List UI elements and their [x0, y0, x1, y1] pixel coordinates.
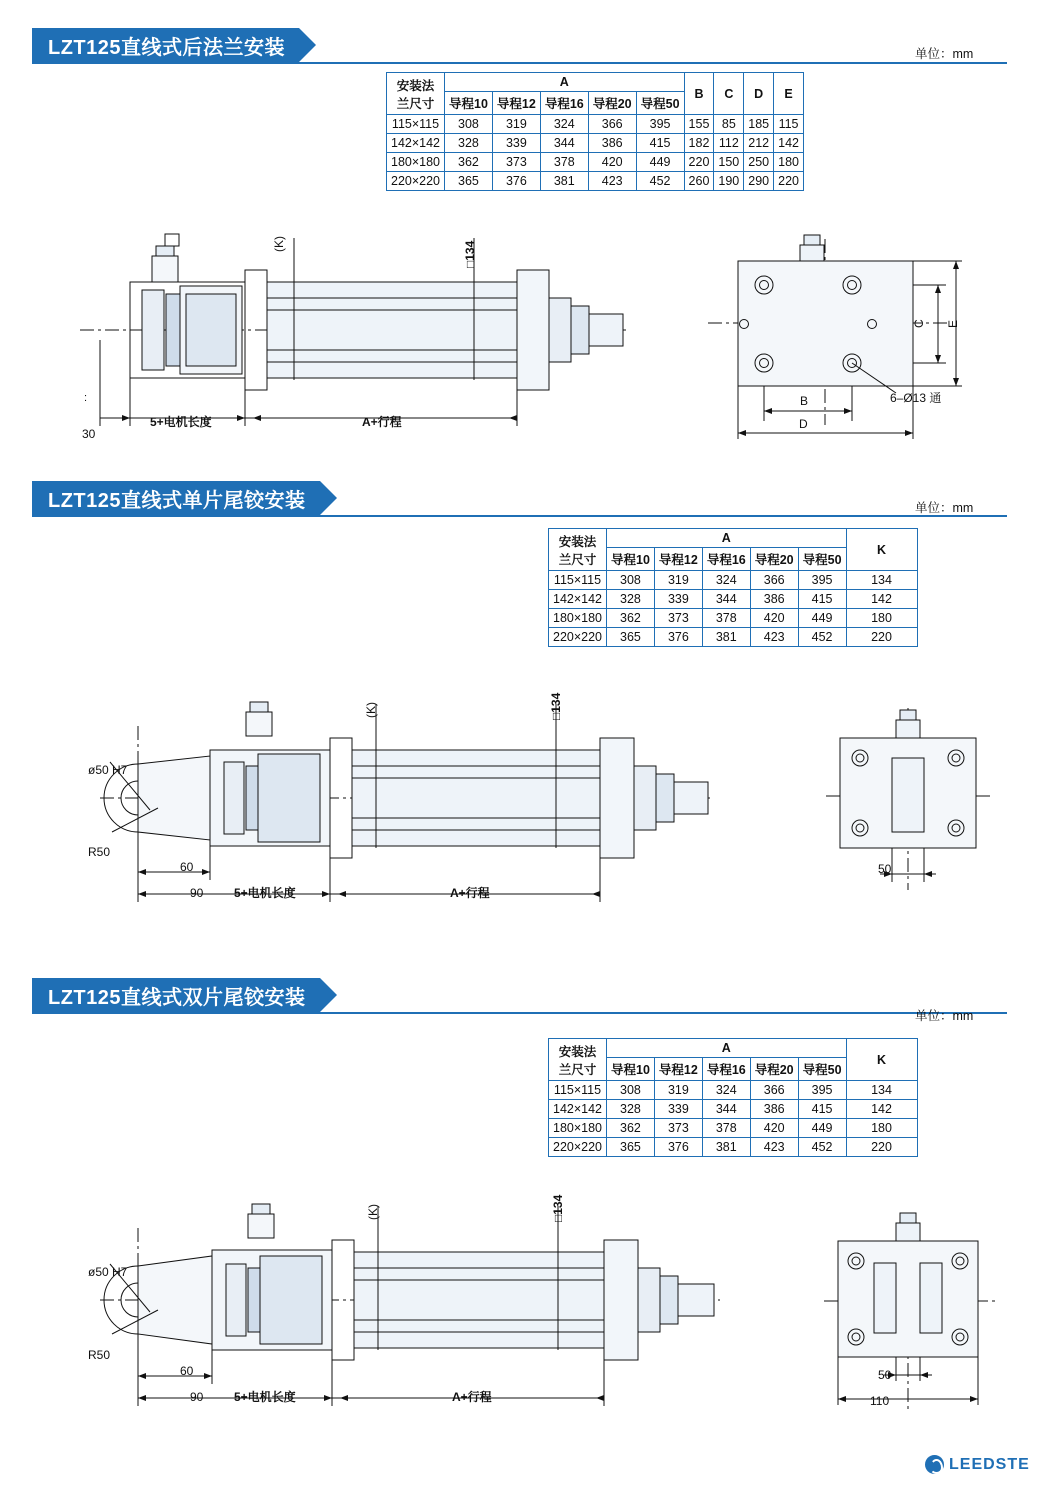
cell-a16: 344 [702, 590, 750, 609]
table2-head-size: 安装法 兰尺寸 [549, 529, 607, 571]
cell-a20: 366 [588, 115, 636, 134]
section-3-title: LZT125直线式双片尾铰安装 [48, 986, 306, 1009]
cell-a16: 381 [702, 628, 750, 647]
cell-a16: 381 [540, 172, 588, 191]
table3-sub-4: 导程50 [798, 1058, 846, 1081]
cell-a50: 449 [636, 153, 684, 172]
section-2-dim60-label: 60 [180, 860, 194, 874]
section-1-title: LZT125直线式后法兰安装 [48, 36, 286, 59]
table2-sub-4: 导程50 [798, 548, 846, 571]
cell-a10: 365 [445, 172, 493, 191]
cell-a10: 308 [607, 571, 655, 590]
section-2-unit: 单位：mm [915, 501, 974, 515]
cell-d: 290 [744, 172, 774, 191]
cell-e: 180 [774, 153, 804, 172]
table3-head-k: K [846, 1039, 917, 1081]
cell-a20: 386 [750, 1100, 798, 1119]
cell-size: 142×142 [549, 590, 607, 609]
section-3-dim110-label: 110 [870, 1394, 890, 1408]
table3-sub-1: 导程12 [654, 1058, 702, 1081]
cell-a50: 395 [798, 1081, 846, 1100]
cell-a10: 362 [607, 1119, 655, 1138]
cell-e: 115 [774, 115, 804, 134]
cell-c: 190 [714, 172, 744, 191]
table2-sub-1: 导程12 [654, 548, 702, 571]
section-3-side-view [90, 1190, 740, 1425]
cell-a16: 324 [702, 1081, 750, 1100]
section-3-square134-label: □134 [551, 1194, 565, 1222]
section-2-dim50-label: 50 [878, 862, 892, 876]
table-row [387, 153, 804, 172]
table2-sub-2: 导程16 [702, 548, 750, 571]
cell-a20: 420 [750, 1119, 798, 1138]
cell-a12: 376 [492, 172, 540, 191]
table2-head-k: K [846, 529, 917, 571]
table-row [549, 1100, 918, 1119]
table2-sub-3: 导程20 [750, 548, 798, 571]
table2-head-a: A [607, 529, 847, 548]
cell-a50: 415 [798, 590, 846, 609]
table-row [549, 590, 918, 609]
table-row [549, 1119, 918, 1138]
cell-a20: 423 [750, 628, 798, 647]
cell-a12: 376 [654, 1138, 702, 1157]
section-3-motor-length-label: 5+电机长度 [234, 1390, 296, 1404]
cell-a20: 420 [588, 153, 636, 172]
section-1-k-label: (K) [272, 236, 286, 252]
cell-size: 115×115 [387, 115, 445, 134]
section-2-square134-label: □134 [549, 692, 563, 720]
cell-a10: 308 [445, 115, 493, 134]
section-2-title: LZT125直线式单片尾铰安装 [48, 489, 306, 512]
table-row [549, 609, 918, 628]
cell-a20: 423 [750, 1138, 798, 1157]
section-1-e-label: E [946, 319, 960, 328]
section-3-bore-label: ø50 H7 [88, 1265, 128, 1279]
cell-a16: 344 [540, 134, 588, 153]
cell-k: 134 [846, 1081, 917, 1100]
table-row [549, 1138, 918, 1157]
cell-a16: 324 [540, 115, 588, 134]
cell-a50: 449 [798, 1119, 846, 1138]
cell-a12: 319 [654, 571, 702, 590]
cell-k: 142 [846, 590, 917, 609]
section-1-motor-length-label: 5+电机长度 [150, 415, 212, 429]
section-1-end-view [700, 225, 990, 450]
section-1-table [386, 72, 804, 191]
table1-sub-1: 导程12 [492, 92, 540, 115]
section-1-b-label: B [800, 394, 809, 408]
table1-head-d: D [744, 73, 774, 115]
section-3-underline [32, 1012, 1007, 1014]
cell-a16: 381 [702, 1138, 750, 1157]
section-1-colon-marks: : [84, 392, 88, 404]
cell-a50: 449 [798, 609, 846, 628]
cell-size: 142×142 [549, 1100, 607, 1119]
cell-a12: 373 [654, 609, 702, 628]
cell-c: 150 [714, 153, 744, 172]
section-2-underline [32, 515, 1007, 517]
table1-sub-0: 导程10 [445, 92, 493, 115]
cell-a10: 328 [607, 590, 655, 609]
cell-k: 142 [846, 1100, 917, 1119]
section-1-unit: 单位：mm [915, 47, 974, 61]
cell-a50: 452 [636, 172, 684, 191]
table1-head-e: E [774, 73, 804, 115]
cell-e: 220 [774, 172, 804, 191]
section-3-dim60-label: 60 [180, 1364, 194, 1378]
cell-b: 182 [684, 134, 714, 153]
brand-logo [925, 1455, 1030, 1474]
section-3-table [548, 1038, 918, 1157]
cell-a16: 344 [702, 1100, 750, 1119]
cell-a12: 319 [654, 1081, 702, 1100]
table-row [549, 571, 918, 590]
cell-a20: 366 [750, 1081, 798, 1100]
cell-b: 220 [684, 153, 714, 172]
cell-k: 180 [846, 1119, 917, 1138]
cell-a10: 362 [445, 153, 493, 172]
section-2-end-view [820, 700, 1000, 900]
table3-sub-0: 导程10 [607, 1058, 655, 1081]
cell-b: 260 [684, 172, 714, 191]
section-1-underline [32, 62, 1007, 64]
cell-a10: 328 [607, 1100, 655, 1119]
table3-sub-2: 导程16 [702, 1058, 750, 1081]
cell-a50: 415 [798, 1100, 846, 1119]
table-row [549, 628, 918, 647]
table3-head-size: 安装法 兰尺寸 [549, 1039, 607, 1081]
table1-head-a: A [445, 73, 685, 92]
section-2-a-stroke-label: A+行程 [450, 886, 490, 900]
cell-a20: 366 [750, 571, 798, 590]
cell-c: 85 [714, 115, 744, 134]
cell-c: 112 [714, 134, 744, 153]
section-2-motor-length-label: 5+电机长度 [234, 886, 296, 900]
section-1-square134-label: □134 [463, 240, 477, 268]
section-2-dim90-label: 90 [190, 886, 204, 900]
section-2-k-label: (K) [364, 702, 378, 718]
cell-size: 115×115 [549, 1081, 607, 1100]
table1-head-c: C [714, 73, 744, 115]
cell-size: 220×220 [549, 1138, 607, 1157]
cell-d: 212 [744, 134, 774, 153]
section-2-radius-label: R50 [88, 845, 111, 859]
cell-size: 220×220 [549, 628, 607, 647]
section-2-banner [32, 481, 320, 515]
cell-a20: 420 [750, 609, 798, 628]
section-3-unit: 单位：mm [915, 1009, 974, 1023]
cell-a12: 339 [654, 1100, 702, 1119]
section-2-table [548, 528, 918, 647]
table1-head-b: B [684, 73, 714, 115]
cell-k: 220 [846, 1138, 917, 1157]
cell-a12: 373 [492, 153, 540, 172]
table1-sub-2: 导程16 [540, 92, 588, 115]
cell-a10: 328 [445, 134, 493, 153]
brand-name: LEEDSTE [949, 1455, 1030, 1473]
section-1-a-stroke-label: A+行程 [362, 415, 402, 429]
section-1-d-label: D [799, 417, 808, 431]
cell-e: 142 [774, 134, 804, 153]
table-row [549, 1081, 918, 1100]
section-3-end-view [818, 1205, 1008, 1425]
cell-size: 180×180 [549, 1119, 607, 1138]
cell-a12: 339 [492, 134, 540, 153]
cell-a50: 452 [798, 628, 846, 647]
cell-a12: 373 [654, 1119, 702, 1138]
cell-k: 220 [846, 628, 917, 647]
cell-a12: 339 [654, 590, 702, 609]
section-1-banner [32, 28, 299, 62]
cell-k: 180 [846, 609, 917, 628]
section-3-a-stroke-label: A+行程 [452, 1390, 492, 1404]
cell-a20: 423 [588, 172, 636, 191]
table1-head-size: 安装法 兰尺寸 [387, 73, 445, 115]
cell-a50: 452 [798, 1138, 846, 1157]
cell-a16: 378 [702, 1119, 750, 1138]
section-3-k-label: (K) [366, 1204, 380, 1220]
cell-a10: 365 [607, 628, 655, 647]
section-3-dim50-label: 50 [878, 1368, 892, 1382]
cell-k: 134 [846, 571, 917, 590]
cell-a12: 376 [654, 628, 702, 647]
table1-sub-3: 导程20 [588, 92, 636, 115]
cell-size: 180×180 [387, 153, 445, 172]
cell-b: 155 [684, 115, 714, 134]
section-3-banner [32, 978, 320, 1012]
cell-a10: 362 [607, 609, 655, 628]
cell-a20: 386 [588, 134, 636, 153]
cell-d: 250 [744, 153, 774, 172]
cell-a50: 395 [636, 115, 684, 134]
cell-size: 180×180 [549, 609, 607, 628]
table1-sub-4: 导程50 [636, 92, 684, 115]
brand-mark-icon [925, 1455, 944, 1474]
table3-sub-3: 导程20 [750, 1058, 798, 1081]
table3-head-a: A [607, 1039, 847, 1058]
section-1-holes-label: 6–Ø13 通 [890, 391, 942, 405]
cell-d: 185 [744, 115, 774, 134]
cell-size: 115×115 [549, 571, 607, 590]
table-row [387, 134, 804, 153]
cell-a12: 319 [492, 115, 540, 134]
cell-size: 142×142 [387, 134, 445, 153]
cell-size: 220×220 [387, 172, 445, 191]
table-row [387, 172, 804, 191]
cell-a20: 386 [750, 590, 798, 609]
cell-a16: 378 [702, 609, 750, 628]
section-1-c-label: C [912, 319, 926, 328]
table-row [387, 115, 804, 134]
section-2-bore-label: ø50 H7 [88, 763, 128, 777]
section-1-dim30-label: 30 [82, 427, 96, 441]
cell-a16: 324 [702, 571, 750, 590]
cell-a16: 378 [540, 153, 588, 172]
section-3-radius-label: R50 [88, 1348, 111, 1362]
section-2-side-view [90, 690, 730, 915]
cell-a10: 365 [607, 1138, 655, 1157]
section-3-dim90-label: 90 [190, 1390, 204, 1404]
cell-a50: 395 [798, 571, 846, 590]
cell-a10: 308 [607, 1081, 655, 1100]
table2-sub-0: 导程10 [607, 548, 655, 571]
cell-a50: 415 [636, 134, 684, 153]
